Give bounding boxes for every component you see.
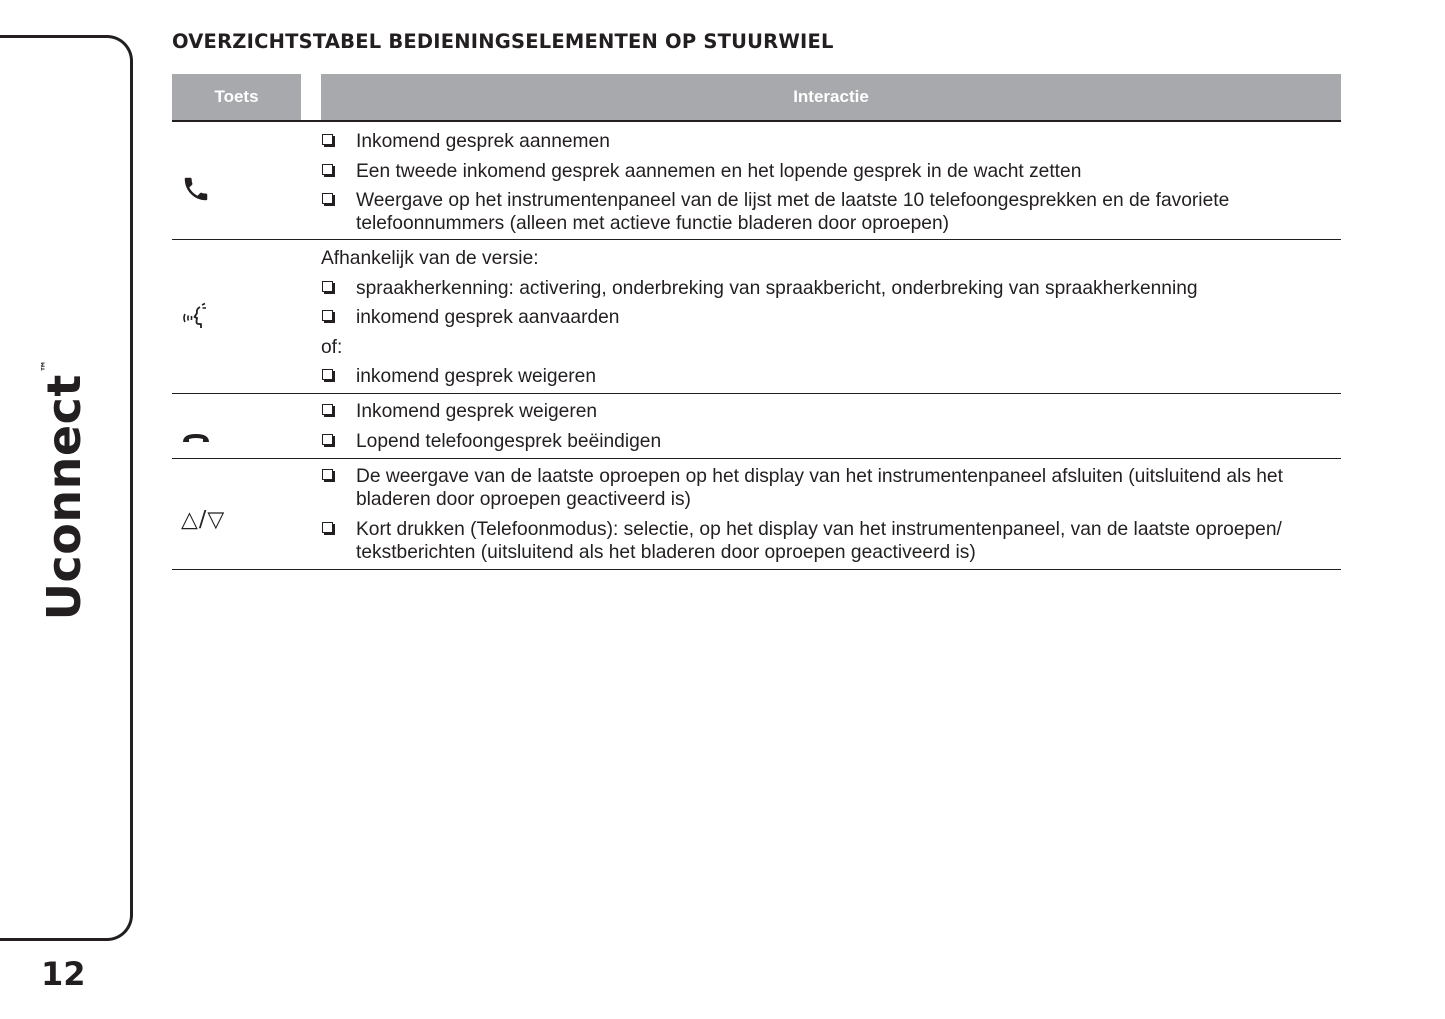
list-item [321, 189, 1341, 235]
list-item [321, 130, 1341, 153]
checkbox-bullet-icon [322, 522, 333, 533]
header-key: Toets [172, 74, 301, 120]
table-header [172, 74, 1341, 122]
table-row [172, 122, 1341, 240]
checkbox-bullet-icon [322, 164, 333, 175]
list-item-text: Afhankelijk van de versie: [321, 248, 539, 269]
checkbox-bullet-icon [322, 193, 333, 204]
voice-recognition-icon [181, 302, 209, 332]
hang-up-icon [181, 431, 211, 445]
checkbox-bullet-icon [322, 434, 333, 445]
key-cell [172, 465, 321, 569]
checkbox-bullet-icon [322, 404, 333, 415]
list-item [321, 277, 1341, 300]
list-item-text: Inkomend gesprek aannemen [356, 131, 610, 152]
list-item-text: De weergave van de laatste oproepen op het display van het instrumentenpaneel afsluiten (uitsluitend als het bladeren door oproepen geactiveerd is) [356, 466, 1283, 510]
table-row [172, 240, 1341, 394]
section-title: OVERZICHTSTABEL BEDIENINGSELEMENTEN OP STUURWIEL [172, 30, 834, 53]
list-item [321, 465, 1341, 511]
checkbox-bullet-icon [322, 281, 333, 292]
interaction-cell [321, 247, 1341, 393]
list-item [321, 247, 1341, 270]
table-row [172, 394, 1341, 459]
interaction-cell [321, 400, 1341, 458]
chapter-label [37, 360, 91, 621]
list-item-text: Kort drukken (Telefoonmodus): selectie, op het display van het instrumentenpaneel, van de laatste oproepen/ tekstberichten (uitsluitend als het bladeren door oproepen geactiveerd is) [356, 518, 1282, 563]
list-item-text: spraakherkenning: activering, onderbreking van spraakbericht, onderbreking van spraakherkenning [356, 277, 1198, 299]
list-item [321, 336, 1341, 359]
list-item [321, 518, 1341, 564]
interaction-cell [321, 465, 1341, 569]
checkbox-bullet-icon [322, 369, 333, 380]
list-item-text: inkomend gesprek weigeren [356, 366, 596, 387]
controls-table [172, 74, 1341, 570]
up-down-arrows-icon: △/▽ [181, 507, 226, 533]
list-item-text: inkomend gesprek aanvaarden [356, 307, 620, 328]
checkbox-bullet-icon [322, 469, 333, 480]
table-row [172, 459, 1341, 570]
trademark-symbol: ™ [39, 359, 53, 373]
page-number: 12 [41, 955, 86, 993]
interaction-cell [321, 130, 1341, 239]
key-cell [172, 130, 321, 239]
chapter-label-text: Uconnect [37, 374, 91, 621]
list-item-text: Inkomend gesprek weigeren [356, 401, 598, 422]
list-item [321, 365, 1341, 388]
list-item-text: Een tweede inkomend gesprek aannemen en het lopende gesprek in de wacht zetten [356, 160, 1082, 182]
list-item-text: Weergave op het instrumentenpaneel van de lijst met de laatste 10 telefoongesprekken en de favoriete telefoonnummers (alleen met actieve functie bladeren door oproepen) [356, 190, 1230, 234]
list-item-text: of: [321, 336, 343, 358]
phone-handset-icon [181, 174, 211, 204]
list-item [321, 160, 1341, 183]
key-cell [172, 400, 321, 458]
list-item [321, 306, 1341, 329]
checkbox-bullet-icon [322, 134, 333, 145]
checkbox-bullet-icon [322, 310, 333, 321]
header-interaction: Interactie [321, 74, 1341, 120]
list-item [321, 400, 1341, 423]
key-cell [172, 247, 321, 393]
header-spacer [301, 74, 321, 120]
list-item [321, 430, 1341, 453]
list-item-text: Lopend telefoongesprek beëindigen [356, 430, 662, 452]
